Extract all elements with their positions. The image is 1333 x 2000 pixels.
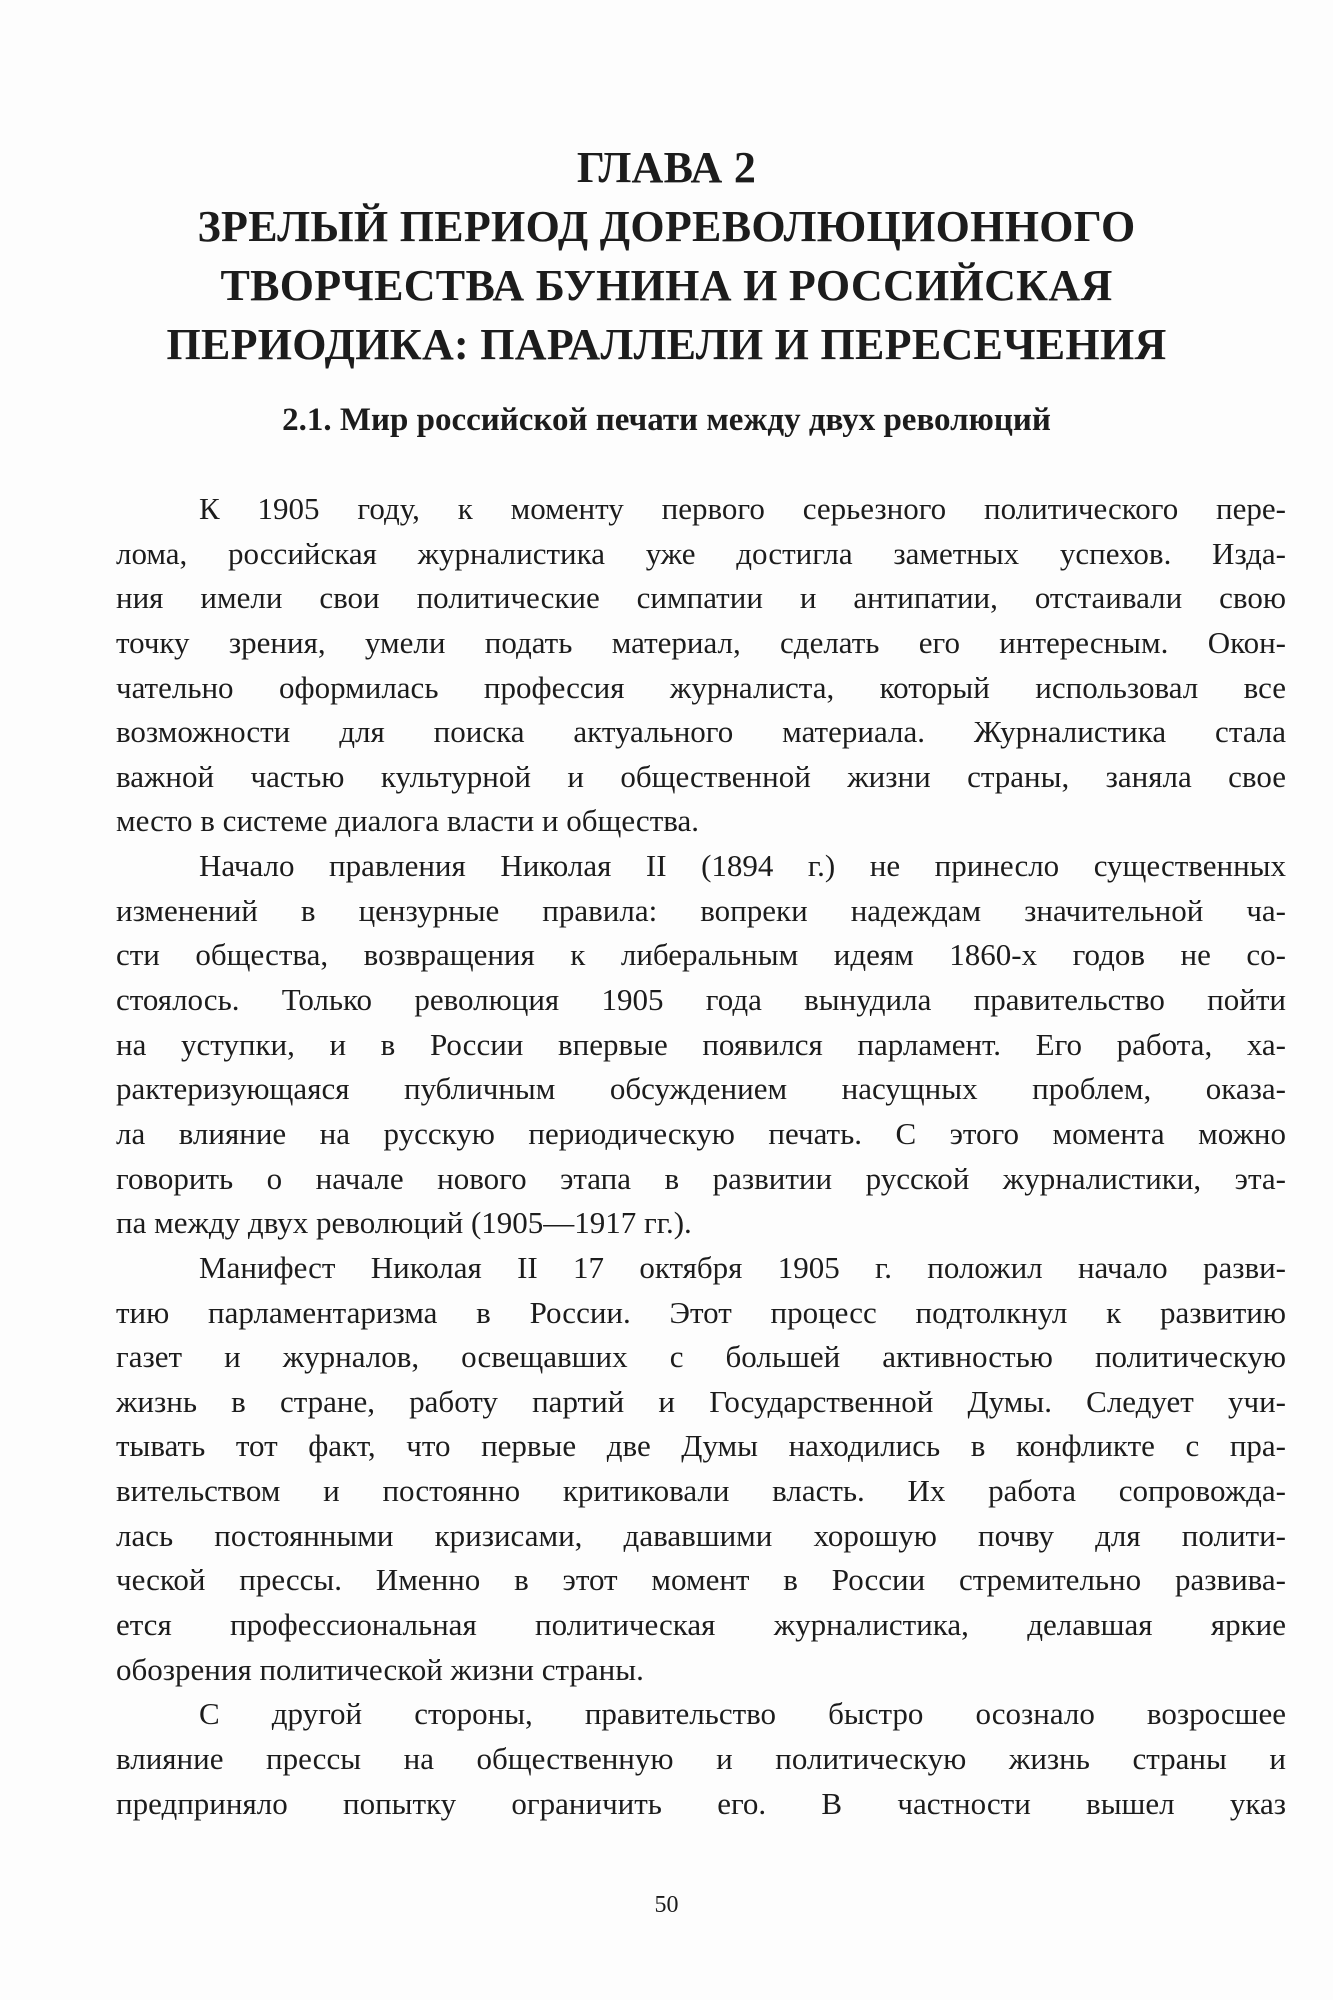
text-line: С другой стороны, правительство быстро осознало возросшее bbox=[199, 1696, 1286, 1732]
text-line: влияние прессы на общественную и политическую жизнь страны и bbox=[116, 1740, 1286, 1776]
text-line: важной частью культурной и общественной жизни страны, заняла свое bbox=[116, 758, 1286, 794]
text-line: вительством и постоянно критиковали власть. Их работа сопровожда- bbox=[116, 1473, 1286, 1509]
text-line: ется профессиональная политическая журналистика, делавшая яркие bbox=[116, 1607, 1286, 1643]
text-line: па между двух революций (1905—1917 гг.). bbox=[116, 1205, 692, 1241]
text-line: рактеризующаяся публичным обсуждением насущных проблем, оказа- bbox=[116, 1071, 1286, 1107]
text-line: тию парламентаризма в России. Этот процесс подтолкнул к развитию bbox=[116, 1294, 1286, 1330]
body-text bbox=[116, 487, 1286, 1826]
text-line: ла влияние на русскую периодическую печать. С этого момента можно bbox=[116, 1115, 1286, 1151]
text-line: обозрения политической жизни страны. bbox=[116, 1651, 644, 1687]
page-number: 50 bbox=[654, 1892, 679, 1918]
text-line: ческой прессы. Именно в этот момент в России стремительно развива- bbox=[116, 1562, 1286, 1598]
text-line: Манифест Николая II 17 октября 1905 г. положил начало разви- bbox=[199, 1249, 1286, 1285]
text-line: возможности для поиска актуального материала. Журналистика стала bbox=[116, 714, 1286, 750]
section-heading: 2.1. Мир российской печати между двух революций bbox=[282, 402, 1051, 438]
text-line: лома, российская журналистика уже достигла заметных успехов. Изда- bbox=[116, 535, 1286, 571]
text-line: газет и журналов, освещавших с большей активностью политическую bbox=[116, 1339, 1286, 1375]
text-line: говорить о начале нового этапа в развитии русской журналистики, эта- bbox=[116, 1160, 1286, 1196]
text-line: жизнь в стране, работу партий и Государственной Думы. Следует учи- bbox=[116, 1383, 1286, 1419]
paragraph bbox=[116, 1692, 1286, 1826]
text-line: тывать тот факт, что первые две Думы находились в конфликте с пра- bbox=[116, 1428, 1286, 1464]
text-line: предприняло попытку ограничить его. В частности вышел указ bbox=[116, 1785, 1286, 1821]
text-line: место в системе диалога власти и общества. bbox=[116, 803, 699, 839]
chapter-label: ГЛАВА 2 bbox=[576, 143, 757, 192]
paragraph bbox=[116, 487, 1286, 844]
chapter-title-line: ТВОРЧЕСТВА БУНИНА И РОССИЙСКАЯ bbox=[220, 261, 1113, 310]
text-line: чательно оформилась профессия журналиста, который использовал все bbox=[116, 669, 1286, 705]
text-line: стоялось. Только революция 1905 года вынудила правительство пойти bbox=[116, 982, 1286, 1018]
chapter-heading bbox=[120, 138, 1213, 374]
text-line: изменений в цензурные правила: вопреки надеждам значительной ча- bbox=[116, 892, 1286, 928]
chapter-title-line: ПЕРИОДИКА: ПАРАЛЛЕЛИ И ПЕРЕСЕЧЕНИЯ bbox=[166, 320, 1167, 369]
chapter-title-line: ЗРЕЛЫЙ ПЕРИОД ДОРЕВОЛЮЦИОННОГО bbox=[197, 202, 1136, 251]
text-line: лась постоянными кризисами, дававшими хорошую почву для полити- bbox=[116, 1517, 1286, 1553]
text-line: сти общества, возвращения к либеральным идеям 1860-х годов не со- bbox=[116, 937, 1286, 973]
paragraph bbox=[116, 1246, 1286, 1692]
paragraph bbox=[116, 844, 1286, 1246]
text-line: на уступки, и в России впервые появился парламент. Его работа, ха- bbox=[116, 1026, 1286, 1062]
text-line: Начало правления Николая II (1894 г.) не принесло существенных bbox=[199, 848, 1286, 884]
text-line: К 1905 году, к моменту первого серьезного политического пере- bbox=[199, 491, 1286, 526]
text-line: ния имели свои политические симпатии и антипатии, отстаивали свою bbox=[116, 580, 1286, 616]
text-line: точку зрения, умели подать материал, сделать его интересным. Окон- bbox=[116, 624, 1286, 660]
